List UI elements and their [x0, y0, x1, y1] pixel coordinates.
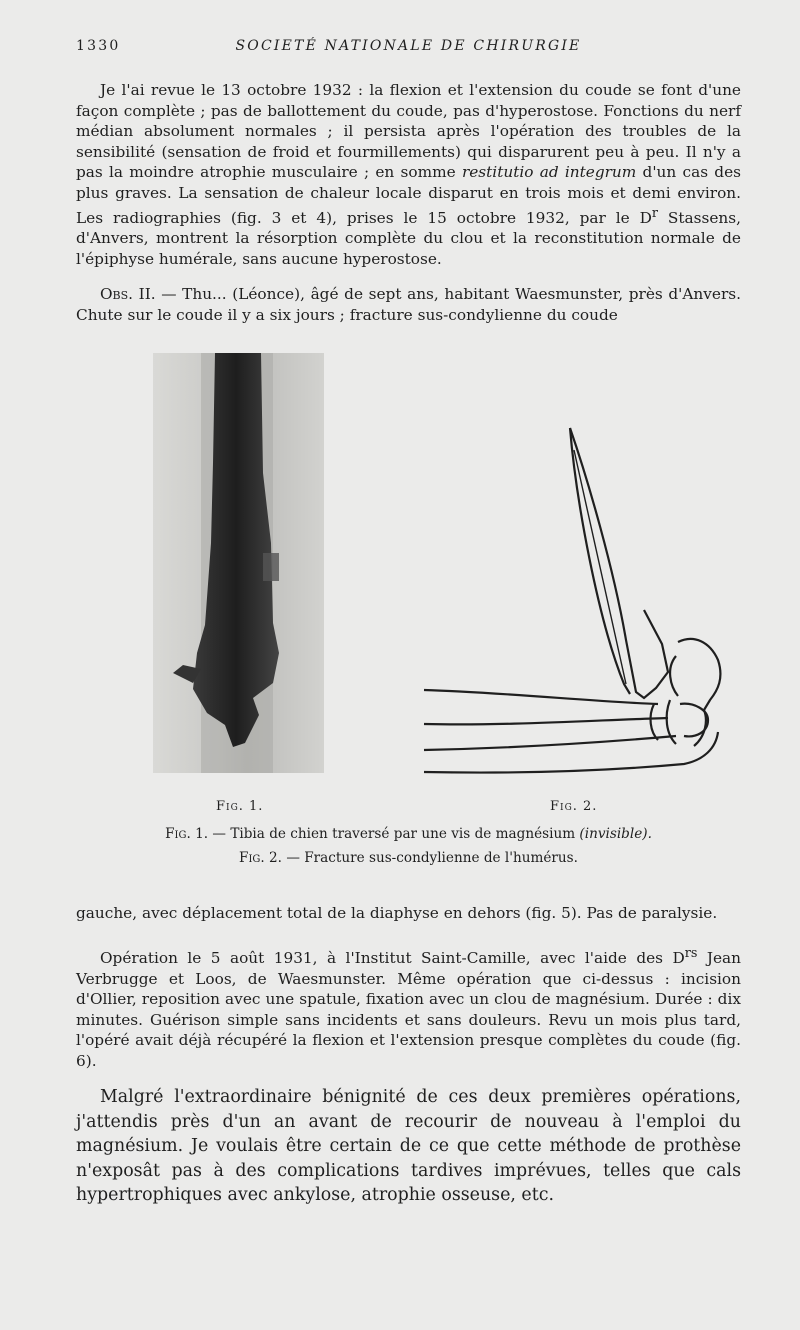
paragraph-text: Jean Verbrugge et Loos, de Waesmunster. Même opération que ci-dessus : incision d'Ollier, reposition avec une spatule, fixation avec un clou de magnésium. Durée : dix minutes. Guérison simple sans incidents et sans douleurs. Revu un mois plus tard, l'opéré avait déjà récupéré la flexion et l'extension presque complètes du coude (fig. 6).: [76, 949, 741, 1071]
latin-phrase: restitutio ad integrum: [461, 163, 637, 182]
title-superscript: r: [651, 205, 659, 221]
figure-1-radiograph: [153, 353, 324, 773]
label-text: Fig. 2.: [550, 799, 598, 814]
title-superscript: rs: [684, 946, 698, 961]
label-text: Fig. 1.: [216, 799, 264, 814]
caption-italic: (invisible).: [579, 826, 652, 842]
caption-prefix: Fig. 1.: [165, 826, 209, 842]
paragraph-conclusion: Malgré l'extraordinaire bénignité de ces deux premières opérations, j'attendis près d'un an avant de recourir de nouveau à l'emploi du magnésium. Je voulais être certain de ce que cette méthode de prothèse n'exposât pas à des complications tardives imprévues, telles que cals hypertrophiques avec ankylose, atrophie osseuse, etc.: [76, 1087, 741, 1206]
paragraph-text: Opération le 5 août 1931, à l'Institut Saint-Camille, avec l'aide des D: [100, 949, 685, 968]
paragraph-observation-2: [76, 284, 741, 325]
figure-2-label: [550, 799, 597, 814]
paragraph-follow-up: [76, 80, 741, 269]
figure-2-caption: [76, 850, 741, 866]
caption-text: — Tibia de chien traversé par une vis de magnésium: [208, 826, 580, 842]
running-title: SOCIETÉ NATIONALE DE CHIRURGIE: [235, 38, 582, 54]
paragraph-text: — Thu... (Léonce), âgé de sept ans, habitant Waesmunster, près d'Anvers. Chute sur le coude il y a six jours ; fracture sus-condylienne du coude: [76, 285, 741, 324]
figure-2-drawing: [418, 420, 728, 785]
caption-text: — Fracture sus-condylienne de l'humérus.: [282, 850, 578, 866]
observation-label: Obs. II.: [100, 285, 156, 303]
figure-1-caption: [76, 826, 741, 842]
paragraph-operation: [76, 944, 741, 1072]
paragraph-text: Stassens, d'Anvers, montrent la résorption complète du clou et la reconstitution normale de l'épiphyse humérale, sans aucune hyperostose.: [76, 208, 741, 268]
paragraph-continuation: gauche, avec déplacement total de la diaphyse en dehors (fig. 5). Pas de paralysie.: [76, 904, 718, 922]
paragraph-text: d'un cas des plus graves. La sensation de chaleur locale disparut en trois mois et demi environ. Les radiographies (fig. 3 et 4), prises le 15 octobre 1932, par le D: [76, 163, 741, 227]
page-number: 1330: [76, 38, 121, 54]
caption-prefix: Fig. 2.: [239, 850, 282, 866]
paragraph-text: Je l'ai revue le 13 octobre 1932 : la flexion et l'extension du coude se font d'une façon complète ; pas de ballottement du coude, pas d'hyperostose. Fonctions du nerf médian absolument normales ; il persista après l'opération des troubles de la sensibilité (sensation de froid et fourmillements) qui disparurent peu à peu. Il n'y a pas la moindre atrophie musculaire ; en somme: [76, 81, 741, 182]
figure-1-label: [216, 799, 263, 814]
page-header: [76, 38, 741, 58]
